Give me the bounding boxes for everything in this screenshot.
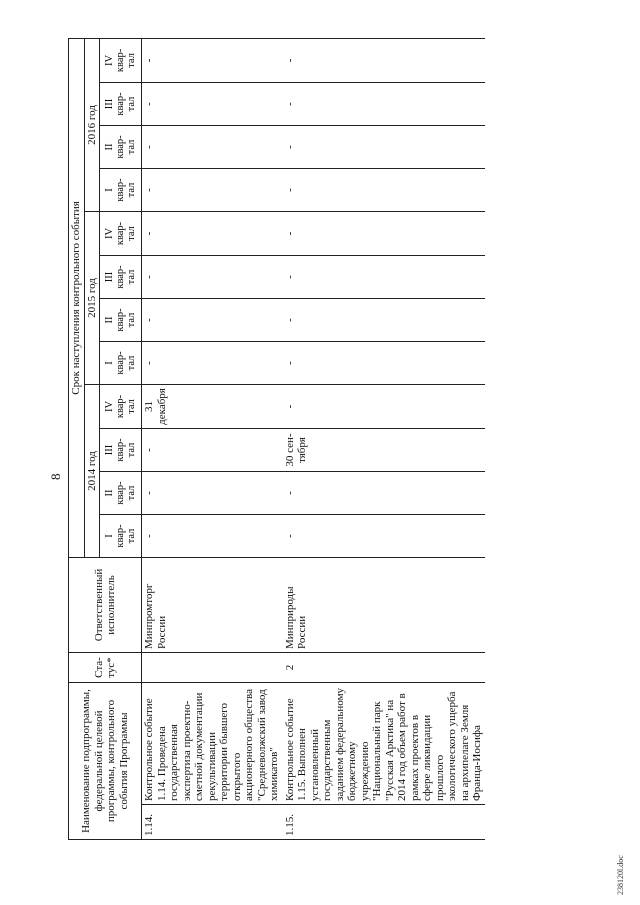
quarter-cell: - <box>282 341 485 384</box>
quarter-header: III квар-тал <box>100 82 142 125</box>
quarter-cell: - <box>142 341 282 384</box>
quarter-header: IV квар-тал <box>100 211 142 255</box>
table-row <box>142 38 282 839</box>
quarter-cell: - <box>142 38 282 82</box>
quarter-cell: - <box>142 82 282 125</box>
quarter-cell: - <box>282 298 485 341</box>
quarter-header: IV квар-тал <box>100 38 142 82</box>
header-year-2015: 2015 год <box>84 211 100 384</box>
header-year-2014: 2014 год <box>84 384 100 557</box>
quarter-header: III квар-тал <box>100 255 142 298</box>
header-executor: Ответственный исполнитель <box>69 557 142 652</box>
quarter-cell: - <box>282 384 485 428</box>
quarter-cell: - <box>142 168 282 211</box>
footer-filename: 238120l.doc <box>616 855 625 895</box>
header-name: Наименование подпрограммы, федеральной целевой программы, контрольного события Программы <box>69 682 142 839</box>
quarter-cell: - <box>282 211 485 255</box>
quarter-cell: 31 декабря <box>142 384 282 428</box>
quarter-cell: - <box>282 125 485 168</box>
event-name: Контрольное событие 1.14. Проведена государственная экспертиза проектно-сметной документации рекультивации территории бывшего открытого акционерного общества "Средневолжский завод химикатов" <box>142 682 282 804</box>
quarter-header: IV квар-тал <box>100 384 142 428</box>
event-executor: Минпромторг России <box>142 557 282 652</box>
quarter-cell: - <box>282 82 485 125</box>
event-executor: Минприроды России <box>282 557 485 652</box>
quarter-cell: - <box>282 168 485 211</box>
quarter-cell: - <box>142 211 282 255</box>
quarter-cell: - <box>142 514 282 557</box>
header-year-2016: 2016 год <box>84 38 100 211</box>
event-status <box>142 652 282 682</box>
table-row <box>282 38 485 839</box>
quarter-header: II квар-тал <box>100 125 142 168</box>
quarter-cell: - <box>282 514 485 557</box>
quarter-cell: - <box>142 428 282 471</box>
event-status: 2 <box>282 652 485 682</box>
quarter-header: I квар-тал <box>100 168 142 211</box>
row-number: 1.14. <box>142 805 282 840</box>
quarter-header: I квар-тал <box>100 514 142 557</box>
header-deadline: Срок наступления контрольного события <box>69 38 85 557</box>
quarter-header: I квар-тал <box>100 341 142 384</box>
quarter-cell: - <box>282 38 485 82</box>
quarter-cell: - <box>282 471 485 514</box>
quarter-cell: - <box>282 255 485 298</box>
header-status: Ста-тус* <box>69 652 142 682</box>
quarter-header: III квар-тал <box>100 428 142 471</box>
event-name: Контрольное событие 1.15. Выполнен установленный государственным заданием федеральному бюджетному учреждению "Национальный парк "Русская Арктика" на 2014 год объем работ в рамках проектов в сфере ликвидации прошлого экологического ущерба на архипелаге Земля Франца-Иосифа <box>282 682 485 804</box>
row-number: 1.15. <box>282 805 485 840</box>
quarter-cell: - <box>142 298 282 341</box>
control-events-table <box>68 38 485 840</box>
page-number: 8 <box>48 473 63 480</box>
quarter-header: II квар-тал <box>100 298 142 341</box>
quarter-cell: 30 сен-тября <box>282 428 485 471</box>
quarter-cell: - <box>142 255 282 298</box>
quarter-header: II квар-тал <box>100 471 142 514</box>
quarter-cell: - <box>142 471 282 514</box>
quarter-cell: - <box>142 125 282 168</box>
